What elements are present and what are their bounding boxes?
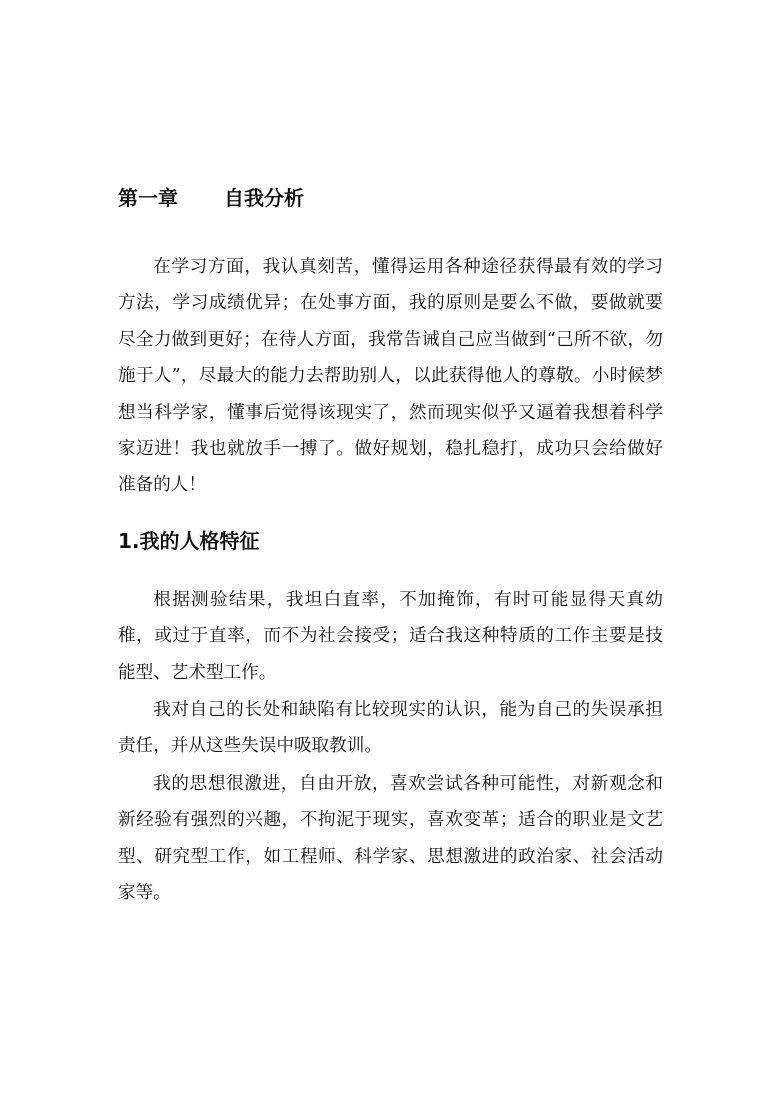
section-paragraph-2: 我对自己的长处和缺陷有比较现实的认识，能为自己的失误承担责任，并从这些失误中吸取教训。	[118, 700, 663, 757]
section-heading: 1.我的人格特征	[118, 528, 260, 553]
intro-paragraph: 在学习方面，我认真刻苦，懂得运用各种途径获得最有效的学习方法，学习成绩优异；在处事方面，我的原则是要么不做，要做就要尽全力做到更好；在待人方面，我常告诫自己应当做到“己所不欲，勿施于人”，尽最大的能力去帮助别人，以此获得他人的尊敬。小时候梦想当科学家，懂事后觉得该现实了，然而现实似乎又逼着我想着科学家迈进！我也就放手一搏了。做好规划，稳扎稳打，成功只会给做好准备的人！	[118, 257, 663, 496]
chapter-title: 自我分析	[224, 186, 304, 210]
chapter-heading	[118, 183, 663, 213]
section-paragraph-3: 我的思想很激进，自由开放，喜欢尝试各种可能性，对新观念和新经验有强烈的兴趣，不拘泥于现实，喜欢变革；适合的职业是文艺型、研究型工作，如工程师、科学家、思想激进的政治家、社会活动家等。	[118, 773, 663, 904]
document-body	[118, 183, 663, 912]
chapter-number: 第一章	[118, 186, 178, 210]
section-paragraph-1: 根据测验结果，我坦白直率，不加掩饰，有时可能显得天真幼稚，或过于直率，而不为社会接受；适合我这种特质的工作主要是技能型、艺术型工作。	[118, 589, 663, 683]
